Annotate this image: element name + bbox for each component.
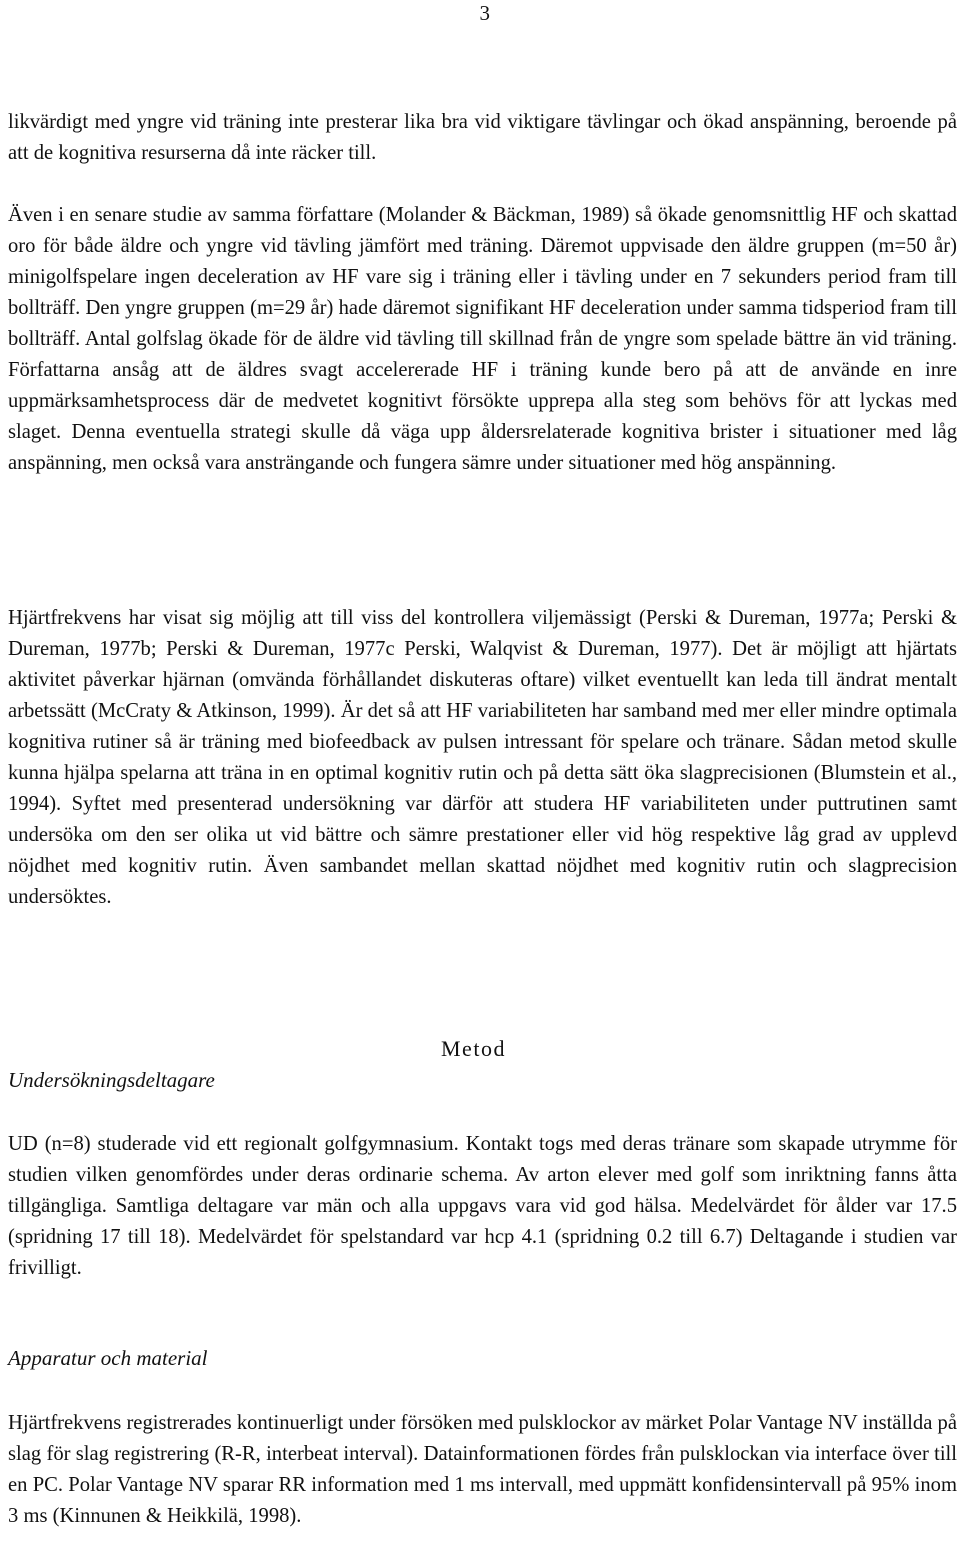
subheading-participants: Undersökningsdeltagare — [8, 1068, 215, 1092]
page-number: 3 — [479, 1, 490, 25]
paragraph-2: Även i en senare studie av samma författare (Molander & Bäckman, 1989) så ökade genomsnittlig HF och skattad oro för både äldre och yngre vid tävling jämfört med träning. Däremot uppvisade den äldre gruppen (m=50 år) minigolfspelare ingen deceleration av HF vare sig i träning eller i tävling under en 7 sekunders period fram till bollträff. Den yngre gruppen (m=29 år) hade däremot signifikant HF deceleration under samma tidsperiod fram till bollträff. Antal golfslag ökade för de äldre vid tävling till skillnad från de yngre som spelade bättre än vid träning. Författarna ansåg att de äldres svagt accelererade HF i träning kunde bero på att de använde en inre uppmärksamhetsprocess där de medvetet kognitivt försökte upprepa alla steg som behövs för att lyckas med slaget. Denna eventuella strategi skulle då väga upp åldersrelaterade kognitiva brister i situationer med låg anspänning, men också vara ansträngande och fungera sämre under situationer med hög anspänning. — [8, 204, 957, 474]
paragraph-1: likvärdigt med yngre vid träning inte presterar lika bra vid viktigare tävlingar och ökad anspänning, beroende på att de kognitiva resurserna då inte räcker till. — [8, 111, 957, 164]
paragraph-3: Hjärtfrekvens har visat sig möjlig att till viss del kontrollera viljemässigt (Perski & Dureman, 1977a; Perski & Dureman, 1977b; Perski & Dureman, 1977c Perski, Walqvist & Dureman, 1977). Det är möjligt att hjärtats aktivitet påverkar hjärnan (omvända förhållandet diskuteras oftare) vilket eventuellt kan leda till ändrat mentalt arbetssätt (McCraty & Atkinson, 1999). Är det så att HF variabiliteten har samband med mer eller mindre optimala kognitiva rutiner så är träning med biofeedback av pulsen intressant för spelare och tränare. Sådan metod skulle kunna hjälpa spelarna att träna in en optimal kognitiv rutin och på detta sätt öka slagprecisionen (Blumstein et al., 1994). Syftet med presenterad undersökning var därför att studera HF variabiliteten under puttrutinen samt undersöka om den ser olika ut vid bättre och sämre prestationer eller vid hög respektive låg grad av upplevd nöjdhet med kognitiv rutin. Även sambandet mellan skattad nöjdhet med kognitiv rutin och slagprecision undersöktes. — [8, 607, 957, 908]
paragraph-apparatus: Hjärtfrekvens registrerades kontinuerligt under försöken med pulsklockor av märket Polar Vantage NV inställda på slag för slag registrering (R-R, interbeat interval). Datainformationen fördes från pulsklockan via interface över till en PC. Polar Vantage NV sparar RR information med 1 ms intervall, med uppmätt konfidensintervall på 95% inom 3 ms (Kinnunen & Heikkilä, 1998). — [8, 1412, 957, 1527]
subheading-apparatus: Apparatur och material — [8, 1346, 208, 1370]
section-heading-metod: Metod — [441, 1036, 506, 1061]
paragraph-participants: UD (n=8) studerade vid ett regionalt golfgymnasium. Kontakt togs med deras tränare som skapade utrymme för studien vilken genomfördes under deras ordinarie schema. Av arton elever med golf som inriktning fanns åtta tillgängliga. Samtliga deltagare var män och alla uppgavs vara vid god hälsa. Medelvärdet för ålder var 17.5 (spridning 17 till 18). Medelvärdet för spelstandard var hcp 4.1 (spridning 0.2 till 6.7) Deltagande i studien var frivilligt. — [8, 1133, 957, 1279]
